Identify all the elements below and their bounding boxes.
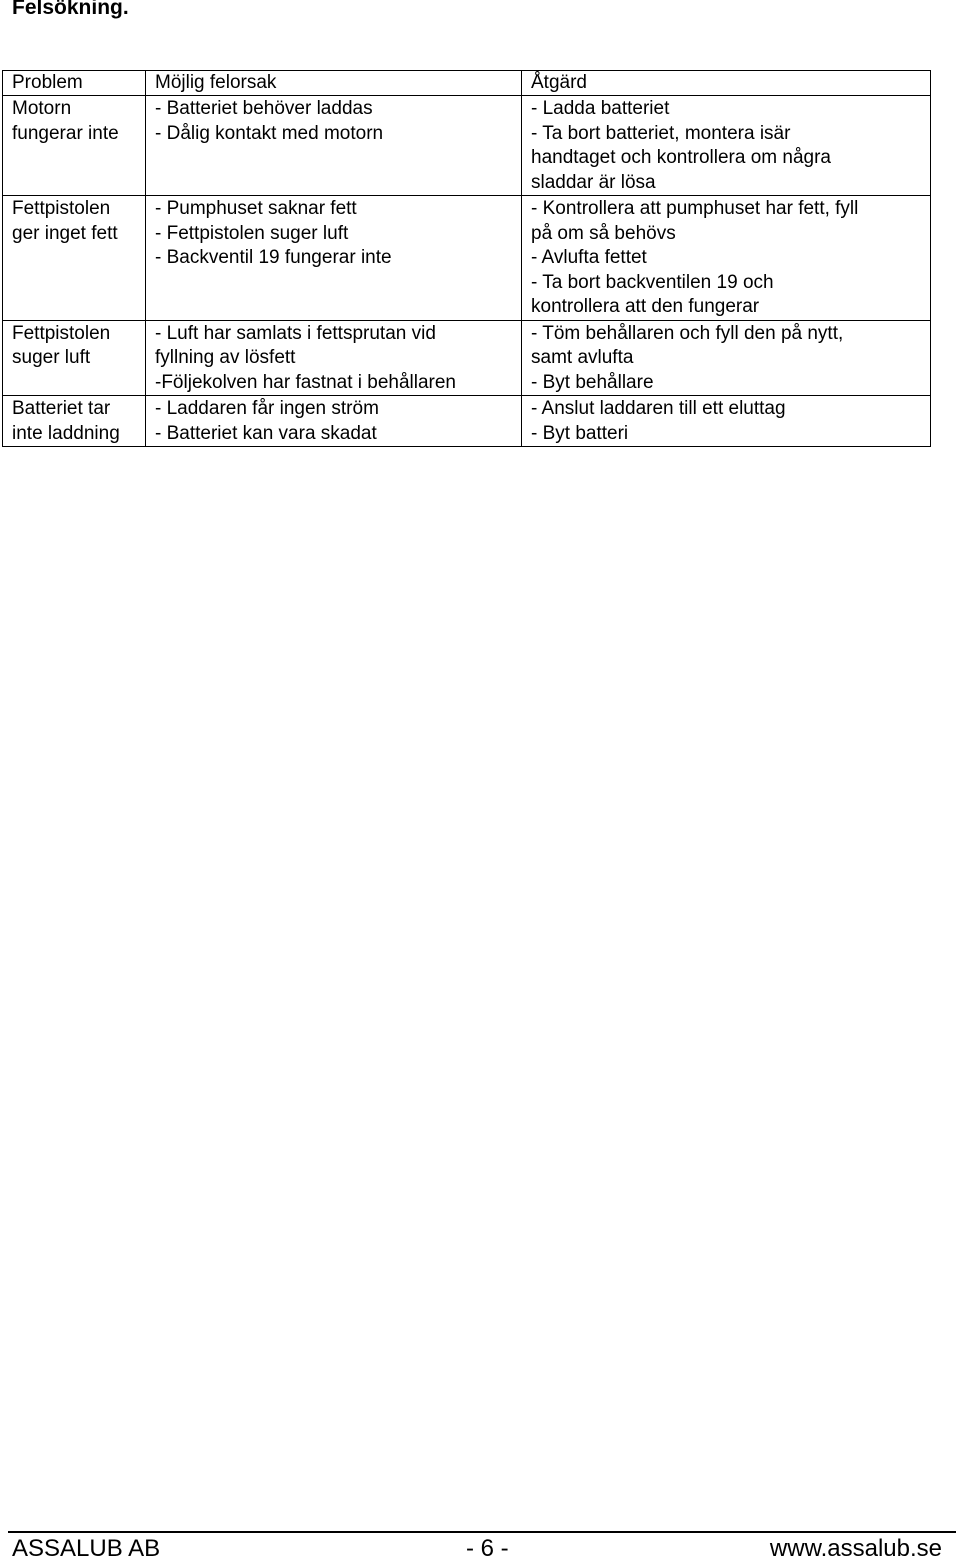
cell-line: fungerar inte	[12, 122, 119, 144]
footer-website: www.assalub.se	[769, 1535, 942, 1562]
cell-line: - Töm behållaren och fyll den på nytt,	[531, 322, 844, 344]
cell-line: - Fettpistolen suger luft	[155, 222, 349, 244]
cell-line: samt avlufta	[531, 347, 634, 368]
action-cell	[522, 196, 931, 321]
cell-line: - Anslut laddaren till ett eluttag	[531, 398, 786, 419]
table-row	[3, 96, 931, 196]
cell-line: - Luft har samlats i fettsprutan vid	[155, 322, 436, 344]
page-title: Felsökning.	[12, 0, 129, 19]
cell-line: - Ta bort backventilen 19 och	[531, 271, 774, 293]
cause-cell	[146, 96, 522, 196]
troubleshooting-table	[2, 70, 931, 447]
table-row	[3, 196, 931, 321]
action-cell	[522, 320, 931, 396]
cell-line: sladdar är lösa	[531, 171, 656, 193]
cell-line: - Ta bort batteriet, montera isär	[531, 122, 791, 144]
cell-line: inte laddning	[12, 422, 120, 444]
cell-line: - Dålig kontakt med motorn	[155, 122, 384, 144]
action-cell	[522, 96, 931, 196]
cell-line: Motorn	[12, 98, 72, 119]
cell-line: - Byt behållare	[531, 371, 654, 393]
page-footer	[12, 1535, 942, 1563]
cell-line: handtaget och kontrollera om några	[531, 147, 831, 168]
cell-line: - Pumphuset saknar fett	[155, 198, 357, 219]
cell-line: på om så behövs	[531, 222, 676, 244]
table-header-row	[3, 71, 931, 96]
table-row	[3, 320, 931, 396]
cell-line: - Kontrollera att pumphuset har fett, fyll	[531, 198, 859, 219]
cell-line: -Följekolven har fastnat i behållaren	[155, 371, 457, 393]
header-problem: Problem	[3, 71, 146, 96]
cell-line: Batteriet tar	[12, 398, 111, 419]
action-cell	[522, 396, 931, 447]
cell-line: kontrollera att den fungerar	[531, 296, 760, 317]
cause-cell	[146, 320, 522, 396]
problem-cell	[3, 396, 146, 447]
header-action: Åtgärd	[522, 71, 931, 96]
cell-line: fyllning av lösfett	[155, 347, 296, 368]
footer-company: ASSALUB AB	[12, 1535, 161, 1562]
cell-line: - Batteriet behöver laddas	[155, 98, 373, 119]
cell-line: - Byt batteri	[531, 422, 629, 444]
problem-cell	[3, 196, 146, 321]
cause-cell	[146, 396, 522, 447]
cell-line: suger luft	[12, 347, 91, 368]
cell-line: - Laddaren får ingen ström	[155, 398, 379, 419]
cause-cell	[146, 196, 522, 321]
cell-line: Fettpistolen	[12, 198, 111, 219]
cell-line: Fettpistolen	[12, 322, 111, 344]
footer-divider	[8, 1531, 956, 1533]
header-cause: Möjlig felorsak	[146, 71, 522, 96]
table-row	[3, 396, 931, 447]
cell-line: - Ladda batteriet	[531, 98, 670, 119]
footer-page-number: - 6 -	[466, 1535, 509, 1562]
cell-line: - Batteriet kan vara skadat	[155, 422, 377, 444]
problem-cell	[3, 96, 146, 196]
cell-line: ger inget fett	[12, 222, 118, 244]
cell-line: - Avlufta fettet	[531, 247, 647, 268]
problem-cell	[3, 320, 146, 396]
cell-line: - Backventil 19 fungerar inte	[155, 247, 392, 268]
